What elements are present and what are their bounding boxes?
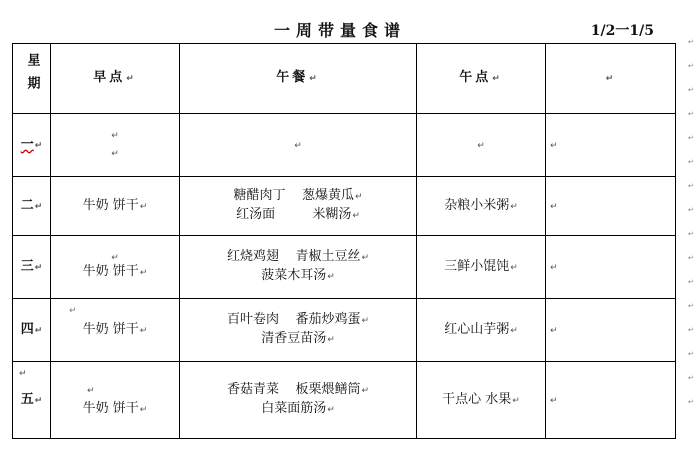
return-mark: ↵	[510, 201, 518, 212]
return-mark: ↵	[327, 335, 335, 345]
lunch-line	[180, 187, 416, 206]
edge-mark: ↵	[688, 350, 694, 358]
return-mark: ↵	[126, 74, 137, 84]
snack-text: 干点心 水果	[442, 391, 512, 407]
lunch-cell	[180, 114, 417, 177]
return-mark: ↵	[87, 385, 95, 396]
day-cell	[13, 299, 51, 362]
lunch-line	[180, 400, 416, 419]
lunch-line	[180, 267, 416, 286]
return-mark: ↵	[550, 140, 558, 151]
edge-mark: ↵	[688, 38, 694, 46]
return-mark: ↵	[111, 252, 119, 263]
extra-cell	[546, 236, 676, 299]
edge-mark: ↵	[688, 62, 694, 70]
day-cell	[13, 236, 51, 299]
lunch-line-text: 红汤面 米糊汤	[236, 207, 352, 222]
table-edge-marks	[688, 30, 694, 414]
return-mark: ↵	[111, 149, 119, 159]
day-label: 五	[20, 391, 34, 407]
return-mark: ↵	[550, 395, 558, 406]
return-mark: ↵	[19, 369, 27, 379]
header-day-label: 星期	[24, 52, 40, 99]
day-label: 四	[20, 321, 34, 337]
return-mark: ↵	[294, 140, 302, 151]
return-mark: ↵	[111, 131, 119, 141]
breakfast-text: 牛奶 饼干	[82, 263, 139, 279]
day-cell	[13, 114, 51, 177]
snack-cell	[417, 177, 546, 236]
return-mark: ↵	[550, 262, 558, 273]
lunch-line-text: 清香豆苗汤	[261, 331, 327, 346]
table-row	[13, 177, 676, 236]
return-mark: ↵	[512, 395, 520, 406]
breakfast-text: 牛奶 饼干	[82, 400, 139, 416]
header-snack	[417, 44, 546, 114]
snack-text: 杂粮小米粥	[444, 197, 510, 213]
return-mark: ↵	[139, 267, 148, 278]
edge-mark: ↵	[688, 326, 694, 334]
return-mark: ↵	[34, 262, 43, 273]
header-day	[13, 44, 51, 114]
return-mark: ↵	[139, 201, 148, 212]
lunch-cell	[180, 362, 417, 439]
return-mark: ↵	[34, 325, 43, 336]
day-cell	[13, 362, 51, 439]
return-mark: ↵	[510, 325, 518, 336]
header-lunch-label: 午餐	[276, 70, 309, 85]
edge-mark: ↵	[688, 134, 694, 142]
table-row	[13, 362, 676, 439]
edge-mark: ↵	[688, 158, 694, 166]
extra-cell	[546, 362, 676, 439]
edge-mark: ↵	[688, 302, 694, 310]
lunch-line	[180, 381, 416, 400]
return-mark: ↵	[361, 386, 370, 396]
edge-mark: ↵	[688, 110, 694, 118]
lunch-cell	[180, 236, 417, 299]
snack-text: 三鲜小馄饨	[444, 258, 510, 274]
return-mark: ↵	[69, 306, 77, 316]
edge-mark: ↵	[688, 86, 694, 94]
menu-title: 一周带量食谱	[273, 21, 406, 40]
header-snack-label: 午点	[459, 70, 492, 85]
lunch-line	[180, 330, 416, 349]
breakfast-cell	[51, 236, 180, 299]
edge-mark: ↵	[688, 182, 694, 190]
return-mark: ↵	[361, 316, 370, 326]
return-mark: ↵	[139, 404, 148, 415]
edge-mark: ↵	[688, 374, 694, 382]
header-breakfast-label: 早点	[93, 70, 126, 85]
return-mark: ↵	[327, 405, 335, 415]
lunch-line-text: 白菜面筋汤	[261, 401, 327, 416]
table-row	[13, 299, 676, 362]
return-mark: ↵	[477, 140, 485, 151]
lunch-line	[180, 206, 416, 225]
lunch-line	[180, 248, 416, 267]
return-mark: ↵	[34, 140, 43, 151]
extra-cell	[546, 114, 676, 177]
table-row	[13, 236, 676, 299]
breakfast-cell	[51, 114, 180, 177]
extra-cell	[546, 177, 676, 236]
snack-text: 红心山芋粥	[444, 321, 510, 337]
snack-cell	[417, 362, 546, 439]
return-mark: ↵	[327, 272, 335, 282]
header-extra	[546, 44, 676, 114]
return-mark: ↵	[550, 325, 558, 336]
header-lunch	[180, 44, 417, 114]
breakfast-cell	[51, 177, 180, 236]
lunch-cell	[180, 177, 417, 236]
return-mark: ↵	[139, 325, 148, 336]
breakfast-text: 牛奶 饼干	[82, 197, 139, 213]
edge-mark: ↵	[688, 278, 694, 286]
lunch-line-text: 百叶卷肉 番茄炒鸡蛋	[226, 312, 361, 327]
lunch-line-text: 菠菜木耳汤	[261, 268, 327, 283]
return-mark: ↵	[550, 201, 558, 212]
extra-cell	[546, 299, 676, 362]
weekly-menu-table	[12, 43, 676, 439]
day-label: 一	[20, 136, 34, 152]
snack-cell	[417, 236, 546, 299]
return-mark: ↵	[309, 74, 320, 84]
day-label: 二	[20, 197, 34, 213]
lunch-line-text: 红烧鸡翅 青椒土豆丝	[226, 249, 361, 264]
header-breakfast	[51, 44, 180, 114]
edge-mark: ↵	[688, 230, 694, 238]
return-mark: ↵	[510, 262, 518, 273]
lunch-line-text: 香菇青菜 板栗煨鳝筒	[226, 382, 361, 397]
lunch-line-text: 糖醋肉丁 葱爆黄瓜	[233, 188, 354, 203]
snack-cell	[417, 299, 546, 362]
date-range: 1/2一1/5	[590, 23, 654, 39]
snack-cell	[417, 114, 546, 177]
table-row	[13, 114, 676, 177]
day-cell	[13, 177, 51, 236]
header-row	[13, 44, 676, 114]
return-mark: ↵	[605, 74, 617, 84]
breakfast-text: 牛奶 饼干	[82, 321, 139, 337]
edge-mark: ↵	[688, 398, 694, 406]
edge-mark: ↵	[688, 254, 694, 262]
breakfast-cell	[51, 362, 180, 439]
breakfast-cell	[51, 299, 180, 362]
return-mark: ↵	[361, 253, 370, 263]
lunch-line	[180, 311, 416, 330]
return-mark: ↵	[34, 395, 43, 406]
return-mark: ↵	[492, 74, 503, 84]
edge-mark: ↵	[688, 206, 694, 214]
day-label: 三	[20, 258, 34, 274]
lunch-cell	[180, 299, 417, 362]
return-mark: ↵	[34, 201, 43, 212]
return-mark: ↵	[352, 211, 360, 221]
return-mark: ↵	[354, 192, 363, 202]
